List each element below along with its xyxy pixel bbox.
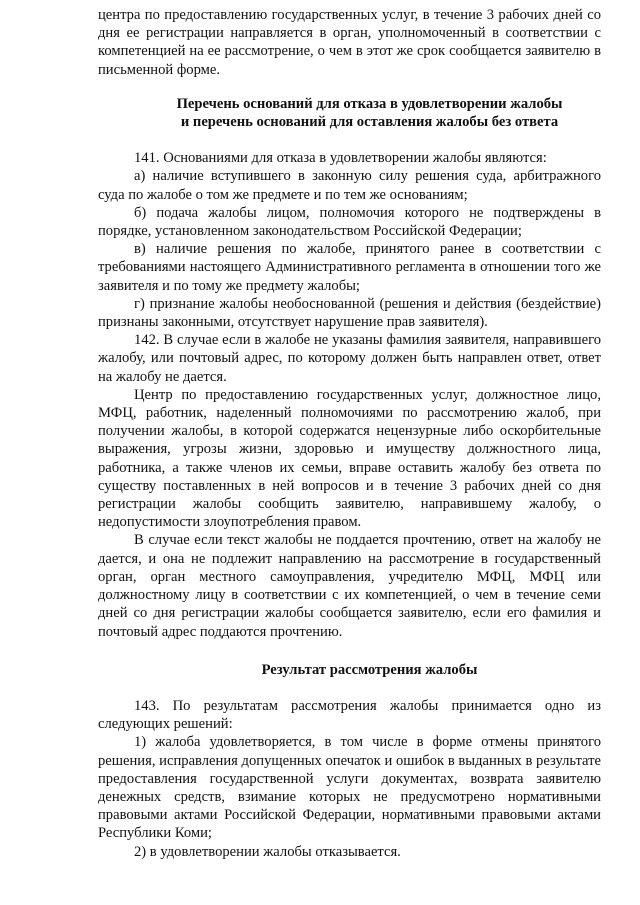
heading-refusal-line-1: Перечень оснований для отказа в удовлетворении жалобы: [176, 95, 563, 112]
paragraph-141-b: б) подача жалобы лицом, полномочия которого не подтверждены в порядке, установленном законодательством Российской Федерации;: [98, 204, 601, 240]
paragraph-141-g: г) признание жалобы необоснованной (решения и действия (бездействие) признаны законными, отсутствует нарушение прав заявителя).: [98, 295, 601, 331]
paragraph-143-1: 1) жалоба удовлетворяется, в том числе в форме отмены принятого решения, исправления допущенных опечаток и ошибок в выданных в результате предоставления государственной услуги документах, возврата заявителю денежных средств, взимание которых не предусмотрено нормативными правовыми актами Российской Федерации, нормативными правовыми актами Республики Коми;: [98, 734, 601, 842]
intro-paragraph: центра по предоставлению государственных услуг, в течение 3 рабочих дней со дня ее регистрации направляется в орган, уполномоченный в соответствии с компетенцией на ее рассмотрение, о чем в этот же срок сообщается заявителю в письменной форме.: [98, 7, 601, 78]
paragraph-143: 143. По результатам рассмотрения жалобы принимается одно из следующих решений:: [98, 697, 601, 733]
paragraph-142: 142. В случае если в жалобе не указаны фамилия заявителя, направившего жалобу, или почтовый адрес, по которому должен быть направлен ответ, ответ на жалобу не дается.: [98, 332, 601, 385]
document-page: [98, 6, 601, 861]
heading-result: Результат рассмотрения жалобы: [261, 661, 478, 678]
paragraph-142-center: Центр по предоставлению государственных услуг, должностное лицо, МФЦ, работник, наделенный полномочиями по рассмотрению жалоб, при получении жалобы, в которой содержатся нецензурные либо оскорбительные выражения, угрозы жизни, здоровью и имуществу должностного лица, работника, а также членов их семьи, вправе оставить жалобу без ответа по существу поставленных в ней вопросов и в течение 3 рабочих дней со дня регистрации жалобы сообщить заявителю, направившему жалобу, о недопустимости злоупотребления правом.: [98, 386, 601, 531]
paragraph-143-2: 2) в удовлетворении жалобы отказывается.: [134, 843, 401, 860]
paragraph-142-illegible: В случае если текст жалобы не поддается прочтению, ответ на жалобу не дается, и она не подлежит направлению на рассмотрение в государственный орган, орган местного самоуправления, учредителю МФЦ, МФЦ или должностному лицу в соответствии с их компетенцией, о чем в течение семи дней со дня регистрации жалобы сообщается заявителю, если его фамилия и почтовый адрес поддаются прочтению.: [98, 532, 601, 640]
heading-refusal-grounds: [98, 95, 601, 131]
heading-refusal-line-2: и перечень оснований для оставления жалобы без ответа: [180, 114, 559, 131]
paragraph-141-v: в) наличие решения по жалобе, принятого ранее в соответствии с требованиями настоящего Административного регламента в отношении того же заявителя и по тому же предмету жалобы;: [98, 241, 601, 294]
paragraph-141: 141. Основаниями для отказа в удовлетворении жалобы являются:: [134, 150, 547, 167]
paragraph-141-a: а) наличие вступившего в законную силу решения суда, арбитражного суда по жалобе о том же предмете и по тем же основаниям;: [98, 168, 601, 203]
